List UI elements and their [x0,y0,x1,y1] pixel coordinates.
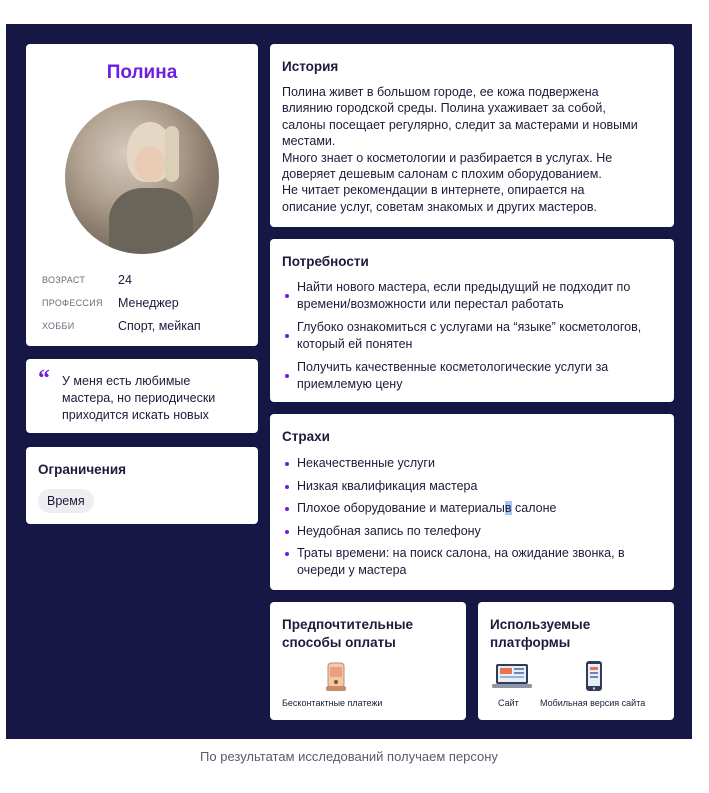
list-item: Траты времени: на поиск салона, на ожидание звонка, в очереди у мастера [282,545,666,578]
attribute-hobby [42,314,252,337]
persona-board [6,24,692,739]
quote-icon: “ [38,366,50,392]
list-item: Найти нового мастера, если предыдущий не подходит по времени/возможности или перестал работать [282,279,666,312]
platforms-title: Используемые платформы [490,617,591,650]
platform-label-site: Сайт [498,698,519,708]
avatar [65,100,219,254]
attribute-value: 24 [118,272,132,287]
history-text: Полина живет в большом городе, ее кожа подвержена влиянию городской среды. Полина ухаживает за собой, салоны посещает регулярно, следит за мастерами и новыми местами. Много знает о косметологии и разбирается в услугах. Не доверяет дешевым салонам с плохим оборудованием. Не читает рекомендации в интернете, опирается на описание услуг, советам знакомых и других мастеров. [282,85,638,214]
limits-card [26,447,258,524]
profile-attributes [42,268,252,337]
laptop-icon [492,662,532,692]
limit-chip: Время [38,489,94,513]
attribute-value: Спорт, мейкап [118,318,201,333]
history-card [270,44,674,227]
payment-title: Предпочтительные способы оплаты [282,617,414,650]
quote-text: У меня есть любимые мастера, но периодически приходится искать новых [62,374,216,422]
needs-card [270,239,674,402]
persona-name: Полина [106,62,178,83]
needs-list [282,279,666,392]
quote-card [26,359,258,433]
payment-option-label: Бесконтактные платежи [282,698,383,708]
list-item: Неудобная запись по телефону [282,523,666,540]
attribute-label: ПРОФЕССИЯ [42,297,103,308]
attribute-label: ВОЗРАСТ [42,274,86,285]
list-item: Низкая квалификация мастера [282,478,666,495]
attribute-value: Менеджер [118,295,179,310]
payment-card [270,602,466,720]
smartphone-icon [585,660,603,692]
fears-card [270,414,674,590]
list-item: Плохое оборудование и материалыв салоне [282,500,666,517]
fears-list [282,455,666,578]
fears-title: Страхи [282,429,330,444]
history-title: История [282,59,339,74]
platforms-card [478,602,674,720]
platform-label-mobile: Мобильная версия сайта [540,698,646,708]
list-item: Некачественные услуги [282,455,666,472]
list-item: Глубоко ознакомиться с услугами на “языке” косметологов, который ей понятен [282,319,666,352]
figure-caption: По результатам исследований получаем персону [200,749,498,764]
text-selection-highlight: в [504,501,512,515]
attribute-age [42,268,252,291]
attribute-profession [42,291,252,314]
needs-title: Потребности [282,254,369,269]
limits-title: Ограничения [38,462,127,477]
profile-card [26,44,258,346]
contactless-payment-icon [325,662,347,692]
list-item: Получить качественные косметологические услуги за приемлемую цену [282,359,666,392]
attribute-label: ХОББИ [42,320,75,331]
